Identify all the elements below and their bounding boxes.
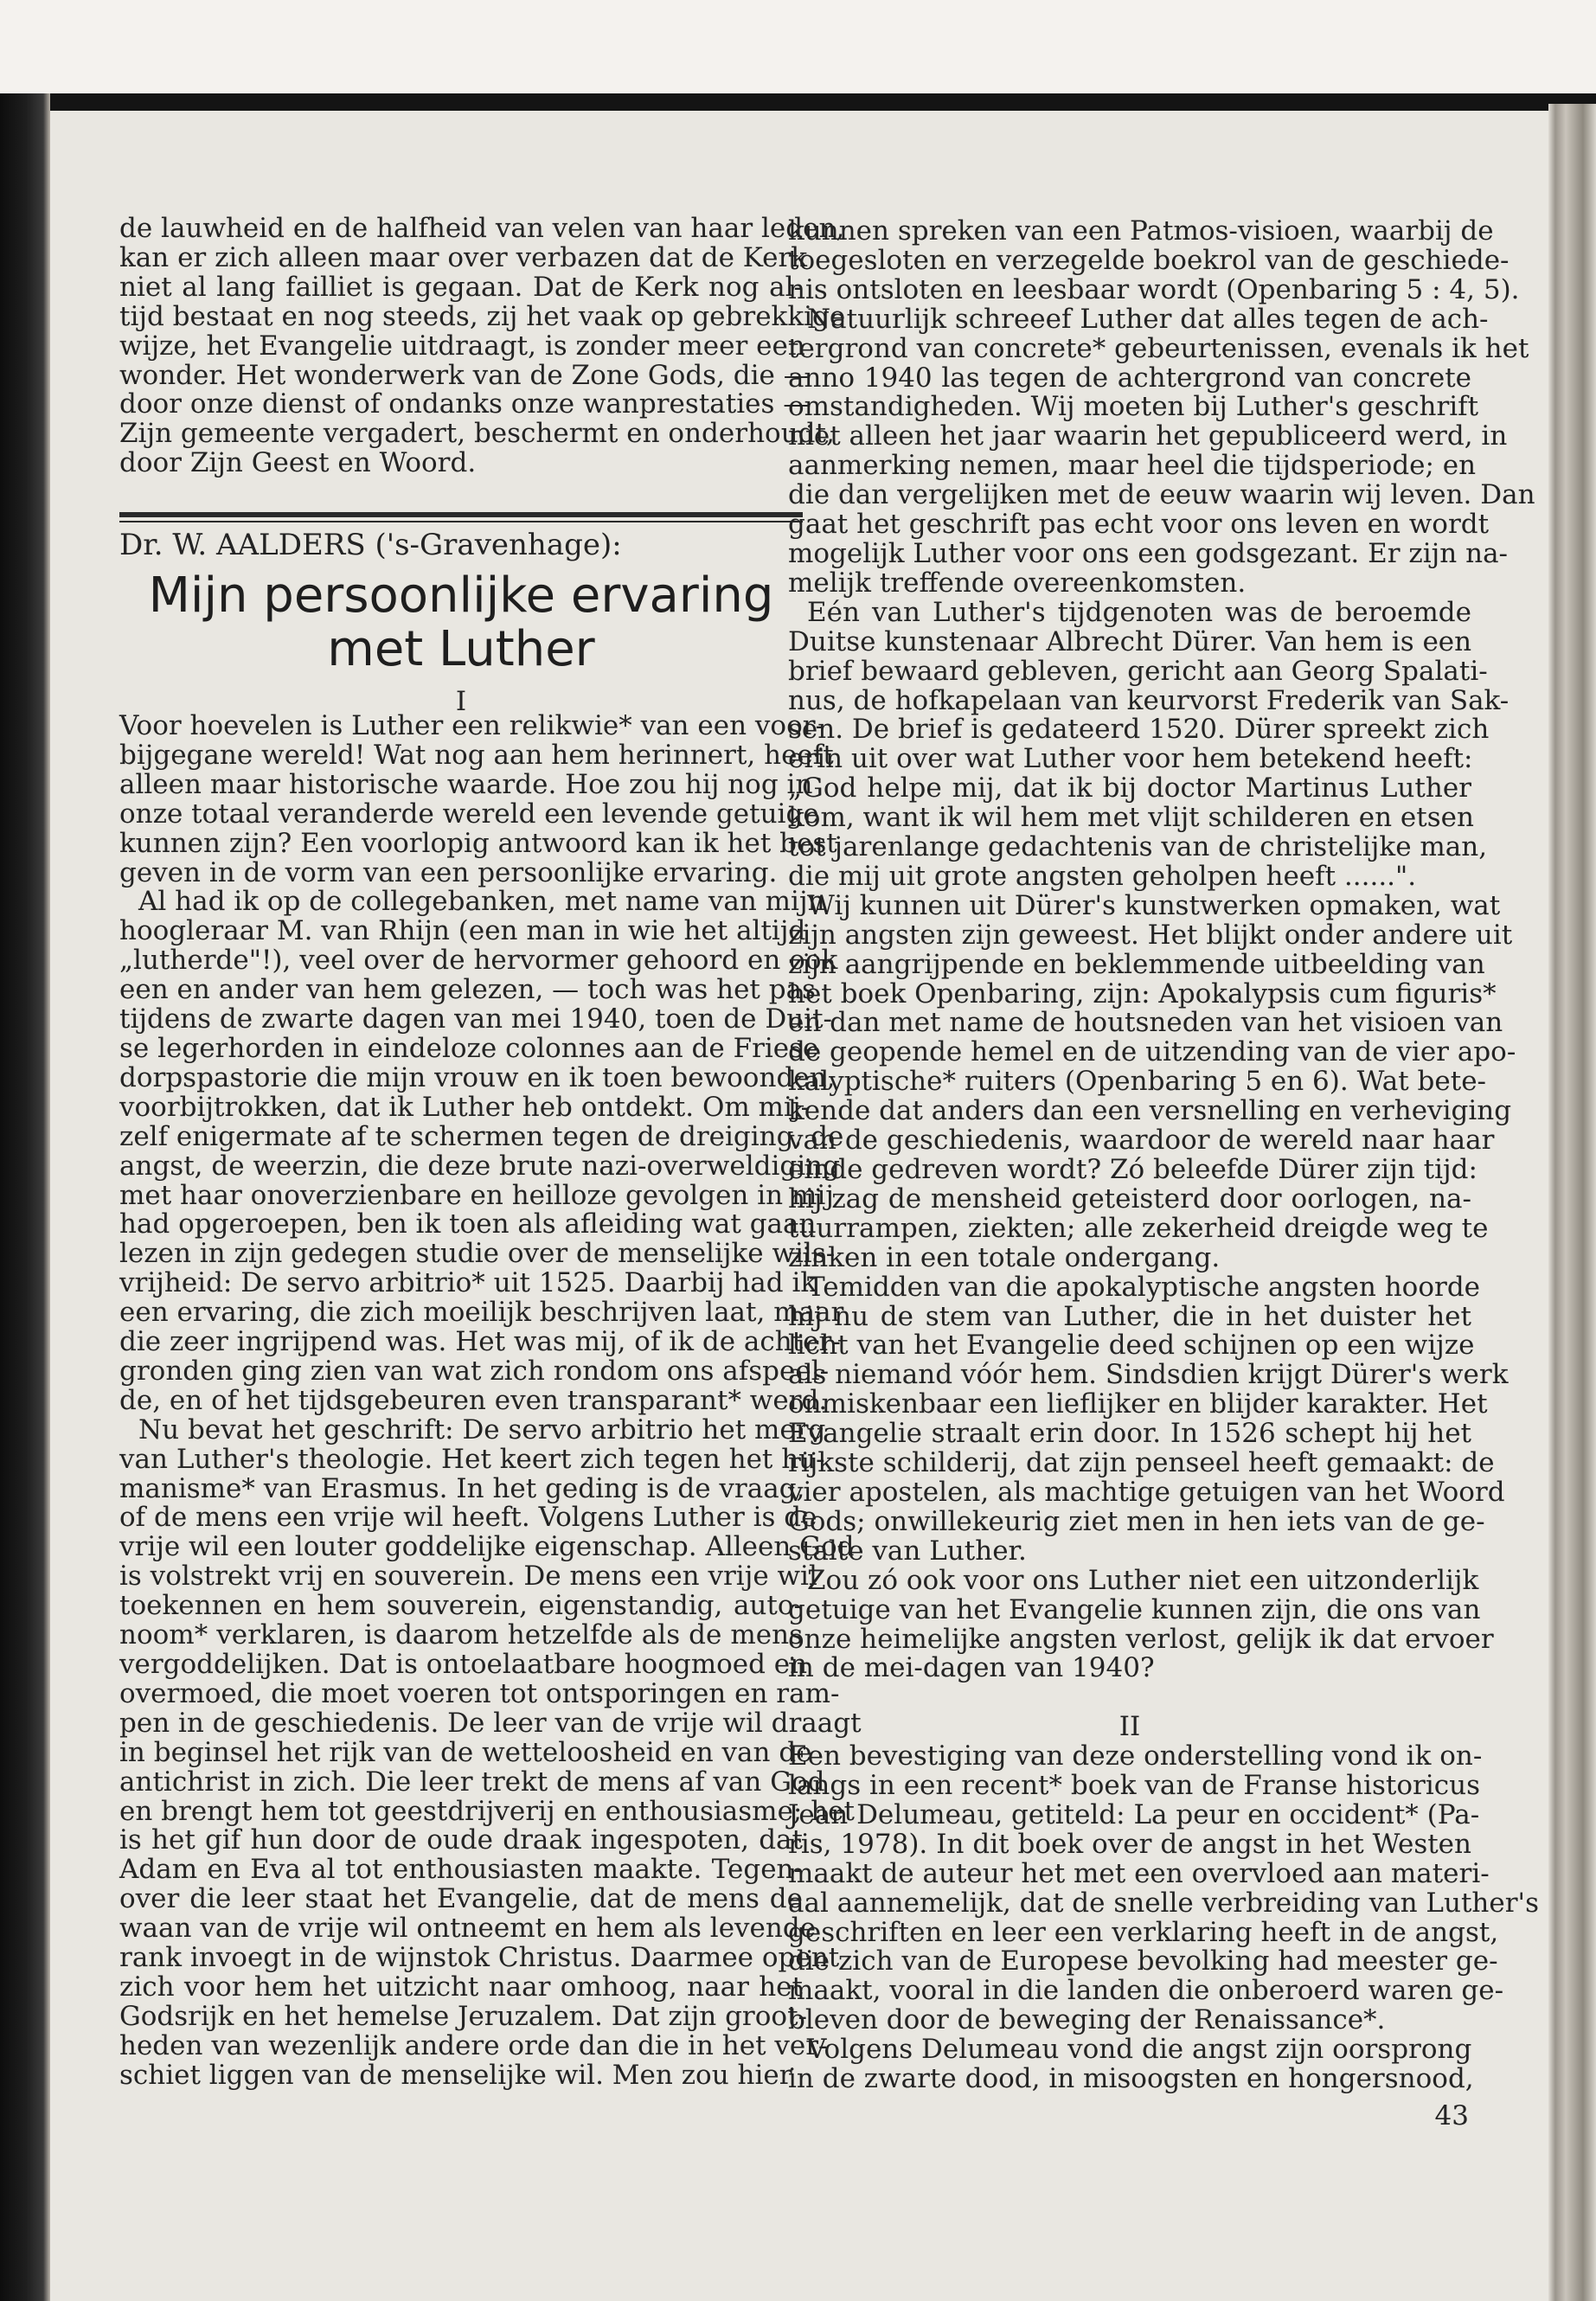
- text-line: Nu bevat het geschrift: De servo arbitrio het merg: [138, 1413, 826, 1445]
- text-line: nis ontsloten en leesbaar wordt (Openbaring 5 : 4, 5).: [788, 273, 1520, 305]
- article-title-line-1: Mijn persoonlijke ervaring: [148, 567, 774, 624]
- text-line: of de mens een vrije wil heeft. Volgens Luther is de: [119, 1502, 817, 1534]
- text-line: onze heimelijke angsten verlost, gelijk ik dat ervoer: [788, 1623, 1494, 1655]
- text-line: Evangelie straalt erin door. In 1526 schept hij het: [788, 1418, 1471, 1450]
- text-line: die zeer ingrijpend was. Het was mij, of ik de achter-: [119, 1326, 841, 1358]
- text-line: tijd bestaat en nog steeds, zij het vaak op gebrekkige: [119, 300, 846, 332]
- text-line: dorpspastorie die mijn vrouw en ik toen bewoonden,: [119, 1061, 836, 1093]
- text-line: kalyptische* ruiters (Openbaring 5 en 6). Wat bete-: [788, 1066, 1487, 1098]
- book-spine-shadow: [0, 93, 50, 2301]
- text-line: niet alleen het jaar waarin het gepubliceerd werd, in: [788, 420, 1508, 452]
- text-line: kunnen spreken van een Patmos-visioen, waarbij de: [788, 215, 1494, 247]
- text-line: Zijn gemeente vergadert, beschermt en onderhoudt,: [119, 418, 835, 450]
- text-line: „lutherde"!), veel over de hervormer gehoord en ook: [119, 945, 838, 977]
- text-line: maakt, vooral in die landen die onberoerd waren ge-: [788, 1975, 1504, 2007]
- text-line: alleen maar historische waarde. Hoe zou hij nog in: [119, 768, 813, 800]
- text-line: de, en of het tijdsgebeuren even transparant* werd.: [119, 1384, 828, 1416]
- text-line: Wij kunnen uit Dürer's kunstwerken opmaken, wat: [807, 889, 1501, 921]
- text-line: zelf enigermate af te schermen tegen de dreiging, de: [119, 1120, 844, 1152]
- page-number: 43: [1434, 2100, 1469, 2131]
- text-line: schiet liggen van de menselijke wil. Men zou hier: [119, 2059, 792, 2091]
- text-line: ris, 1978). In dit boek over de angst in het Westen: [788, 1828, 1471, 1860]
- text-line: „God helpe mij, dat ik bij doctor Martinus Luther: [788, 772, 1471, 804]
- text-line: die mij uit grote angsten geholpen heeft ......".: [788, 860, 1417, 892]
- text-line: in de mei-dagen van 1940?: [788, 1652, 1155, 1684]
- text-line: als niemand vóór hem. Sindsdien krijgt Dürer's werk: [788, 1359, 1509, 1391]
- text-line: in beginsel het rijk van de wetteloosheid en van de: [119, 1736, 812, 1768]
- text-line: Een bevestiging van deze onderstelling vond ik on-: [788, 1740, 1483, 1772]
- text-line: anno 1940 las tegen de achtergrond van concrete: [788, 362, 1471, 394]
- text-line: een en ander van hem gelezen, — toch was het pas: [119, 974, 816, 1006]
- text-line: waan van de vrije wil ontneemt en hem als levende: [119, 1913, 817, 1945]
- text-line: Al had ik op de collegebanken, met name van mijn: [138, 886, 825, 918]
- book-page: [50, 111, 1548, 2301]
- text-line: kunnen zijn? Een voorlopig antwoord kan ik het best: [119, 827, 837, 859]
- text-line: lezen in zijn gedegen studie over de menselijke wils-: [119, 1238, 836, 1270]
- text-line: een ervaring, die zich moeilijk beschrijven laat, maar: [119, 1297, 844, 1329]
- text-line: sen. De brief is gedateerd 1520. Dürer spreekt zich: [788, 714, 1490, 746]
- text-line: toekennen en hem souverein, eigenstandig, auto-: [119, 1590, 803, 1622]
- text-line: zijn angsten zijn geweest. Het blijkt onder andere uit: [788, 919, 1513, 951]
- text-line: met haar onoverzienbare en heilloze gevolgen in mij: [119, 1179, 834, 1211]
- text-line: omstandigheden. Wij moeten bij Luther's geschrift: [788, 391, 1479, 423]
- text-line: van de geschiedenis, waardoor de wereld naar haar: [788, 1125, 1495, 1157]
- text-line: einde gedreven wordt? Zó beleefde Dürer zijn tijd:: [788, 1154, 1477, 1185]
- text-line: Gods; onwillekeurig ziet men in hen iets van de ge-: [788, 1505, 1485, 1537]
- text-line: over die leer staat het Evangelie, dat de mens de: [119, 1883, 803, 1915]
- text-line: stalte van Luther.: [788, 1535, 1027, 1567]
- text-line: Volgens Delumeau vond die angst zijn oorsprong: [807, 2034, 1472, 2066]
- book-cover-edge: [0, 93, 1596, 112]
- text-line: getuige van het Evangelie kunnen zijn, die ons van: [788, 1593, 1481, 1625]
- text-line: kende dat anders dan een versnelling en verheviging: [788, 1095, 1512, 1127]
- text-line: rijkste schilderij, dat zijn penseel heeft gemaakt: de: [788, 1447, 1495, 1479]
- text-line: in de zwarte dood, in misoogsten en hongersnood,: [788, 2063, 1474, 2095]
- text-line: Duitse kunstenaar Albrecht Dürer. Van hem is een: [788, 625, 1472, 657]
- text-line: aal aannemelijk, dat de snelle verbreiding van Luther's: [788, 1887, 1539, 1919]
- text-line: bleven door de beweging der Renaissance*.: [788, 2004, 1386, 2036]
- text-line: toegesloten en verzegelde boekrol van de geschiede-: [788, 244, 1509, 276]
- article-author: Dr. W. AALDERS ('s-Gravenhage):: [119, 528, 622, 562]
- text-line: geschriften en leer een verklaring heeft in de angst,: [788, 1916, 1499, 1948]
- text-line: Zou zó ook voor ons Luther niet een uitzonderlijk: [807, 1564, 1479, 1596]
- text-line: onmiskenbaar een lieflijker en blijder karakter. Het: [788, 1388, 1488, 1420]
- text-line: vergoddelijken. Dat is ontoelaatbare hoogmoed en: [119, 1649, 808, 1680]
- text-line: licht van het Evangelie deed schijnen op een wijze: [788, 1330, 1475, 1362]
- text-line: niet al lang failliet is gegaan. Dat de Kerk nog al-: [119, 271, 803, 303]
- text-line: erin uit over wat Luther voor hem betekend heeft:: [788, 743, 1473, 775]
- text-line: hij nu de stem van Luther, die in het duister het: [788, 1300, 1471, 1332]
- text-line: zijn aangrijpende en beklemmende uitbeelding van: [788, 948, 1485, 980]
- text-line: maakt de auteur het met een overvloed aan materi-: [788, 1857, 1490, 1889]
- text-line: vrije wil een louter goddelijke eigenschap. Alleen God: [119, 1531, 855, 1563]
- left-column-intro: [119, 213, 846, 479]
- text-line: tuurrampen, ziekten; alle zekerheid dreigde weg te: [788, 1212, 1489, 1244]
- text-line: angst, de weerzin, die deze brute nazi-overweldiging: [119, 1150, 840, 1182]
- text-line: door onze dienst of ondanks onze wanprestaties —: [119, 388, 811, 420]
- text-line: Godsrijk en het hemelse Jeruzalem. Dat zijn groot-: [119, 2000, 808, 2032]
- text-line: wonder. Het wonderwerk van de Zone Gods, die —: [119, 359, 811, 391]
- text-line: mogelijk Luther voor ons een godsgezant. Er zijn na-: [788, 537, 1509, 569]
- left-column-body: [119, 710, 862, 2091]
- text-line: voorbijtrokken, dat ik Luther heb ontdekt. Om mij-: [119, 1091, 811, 1123]
- text-line: en dan met name de houtsneden van het visioen van: [788, 1007, 1503, 1039]
- text-line: se legerhorden in eindeloze colonnes aan de Friese: [119, 1032, 819, 1064]
- text-line: langs in een recent* boek van de Franse historicus: [788, 1770, 1480, 1802]
- text-line: kom, want ik wil hem met vlijt schilderen en etsen: [788, 802, 1474, 834]
- text-line: heden van wezenlijk andere orde dan die in het ver-: [119, 2029, 828, 2061]
- text-line: tijdens de zwarte dagen van mei 1940, toen de Duit-: [119, 1003, 833, 1035]
- text-line: Adam en Eva al tot enthousiasten maakte. Tegen-: [119, 1854, 803, 1886]
- text-line: wijze, het Evangelie uitdraagt, is zonder meer een: [119, 330, 805, 362]
- text-line: aanmerking nemen, maar heel die tijdsperiode; en: [788, 450, 1477, 482]
- article-title-line-2: met Luther: [327, 621, 595, 677]
- text-line: geven in de vorm van een persoonlijke ervaring.: [119, 856, 778, 888]
- text-line: zinken in een totale ondergang.: [788, 1241, 1221, 1273]
- text-line: rank invoegt in de wijnstok Christus. Daarmee opent: [119, 1942, 840, 1974]
- text-line: onze totaal veranderde wereld een levende getuige: [119, 798, 819, 830]
- text-line: hij zag de mensheid geteisterd door oorlogen, na-: [788, 1183, 1471, 1215]
- text-line: kan er zich alleen maar over verbazen dat de Kerk: [119, 241, 808, 273]
- text-line: noom* verklaren, is daarom hetzelfde als de mens: [119, 1619, 803, 1651]
- text-line: en brengt hem tot geestdrijverij en enthousiasme; het: [119, 1795, 855, 1827]
- text-line: overmoed, die moet voeren tot ontsporingen en ram-: [119, 1677, 840, 1709]
- text-line: is het gif hun door de oude draak ingespoten, dat: [119, 1824, 803, 1856]
- text-line: gaat het geschrift pas echt voor ons leven en wordt: [788, 509, 1490, 541]
- text-line: is volstrekt vrij en souverein. De mens een vrije wil: [119, 1561, 817, 1593]
- text-line: nus, de hofkapelaan van keurvorst Frederik van Sak-: [788, 684, 1509, 716]
- text-line: die dan vergelijken met de eeuw waarin wij leven. Dan: [788, 479, 1535, 511]
- text-line: vier apostelen, als machtige getuigen van het Woord: [788, 1476, 1505, 1508]
- text-line: van Luther's theologie. Het keert zich tegen het hu-: [119, 1443, 825, 1475]
- text-line: door Zijn Geest en Woord.: [119, 447, 477, 479]
- text-line: melijk treffende overeenkomsten.: [788, 567, 1247, 599]
- text-line: had opgeroepen, ben ik toen als afleiding wat gaan: [119, 1208, 817, 1240]
- text-line: die zich van de Europese bevolking had meester ge-: [788, 1945, 1498, 1977]
- text-line: Voor hoevelen is Luther een relikwie* van een voor-: [119, 710, 825, 741]
- text-line: II: [1118, 1711, 1141, 1743]
- text-line: de lauwheid en de halfheid van velen van haar leden,: [119, 213, 845, 244]
- separator-rule-thick: [119, 512, 803, 517]
- section-number-1: I: [455, 686, 467, 717]
- text-line: [788, 1683, 1471, 1713]
- text-line: manisme* van Erasmus. In het geding is de vraag,: [119, 1472, 805, 1504]
- page-stack-edge: [1548, 104, 1596, 2301]
- text-line: het boek Openbaring, zijn: Apokalypsis cum figuris*: [788, 977, 1497, 1009]
- scan-background-top: [0, 0, 1596, 95]
- text-line: gronden ging zien van wat zich rondom ons afspeel-: [119, 1355, 830, 1387]
- text-line: brief bewaard gebleven, gericht aan Georg Spalati-: [788, 655, 1488, 687]
- right-column-body: [788, 215, 1539, 2095]
- text-line: antichrist in zich. Die leer trekt de mens af van God: [119, 1766, 825, 1798]
- text-line: pen in de geschiedenis. De leer van de vrije wil draagt: [119, 1707, 862, 1739]
- text-line: Eén van Luther's tijdgenoten was de beroemde: [807, 596, 1471, 628]
- text-line: Jean Delumeau, getiteld: La peur en occident* (Pa-: [788, 1798, 1480, 1830]
- text-line: vrijheid: De servo arbitrio* uit 1525. Daarbij had ik: [119, 1267, 817, 1299]
- text-line: Natuurlijk schreeef Luther dat alles tegen de ach-: [807, 303, 1489, 335]
- text-line: zich voor hem het uitzicht naar omhoog, naar het: [119, 1971, 803, 2003]
- text-line: de geopende hemel en de uitzending van de vier apo-: [788, 1036, 1516, 1068]
- separator-rule-thin: [119, 521, 803, 522]
- text-line: tergrond van concrete* gebeurtenissen, evenals ik het: [788, 332, 1529, 364]
- text-line: Temidden van die apokalyptische angsten hoorde: [807, 1271, 1481, 1303]
- text-line: bijgegane wereld! Wat nog aan hem herinnert, heeft: [119, 739, 834, 771]
- text-line: tot jarenlange gedachtenis van de christelijke man,: [788, 831, 1488, 863]
- text-line: hoogleraar M. van Rhijn (een man in wie het altijd: [119, 915, 806, 947]
